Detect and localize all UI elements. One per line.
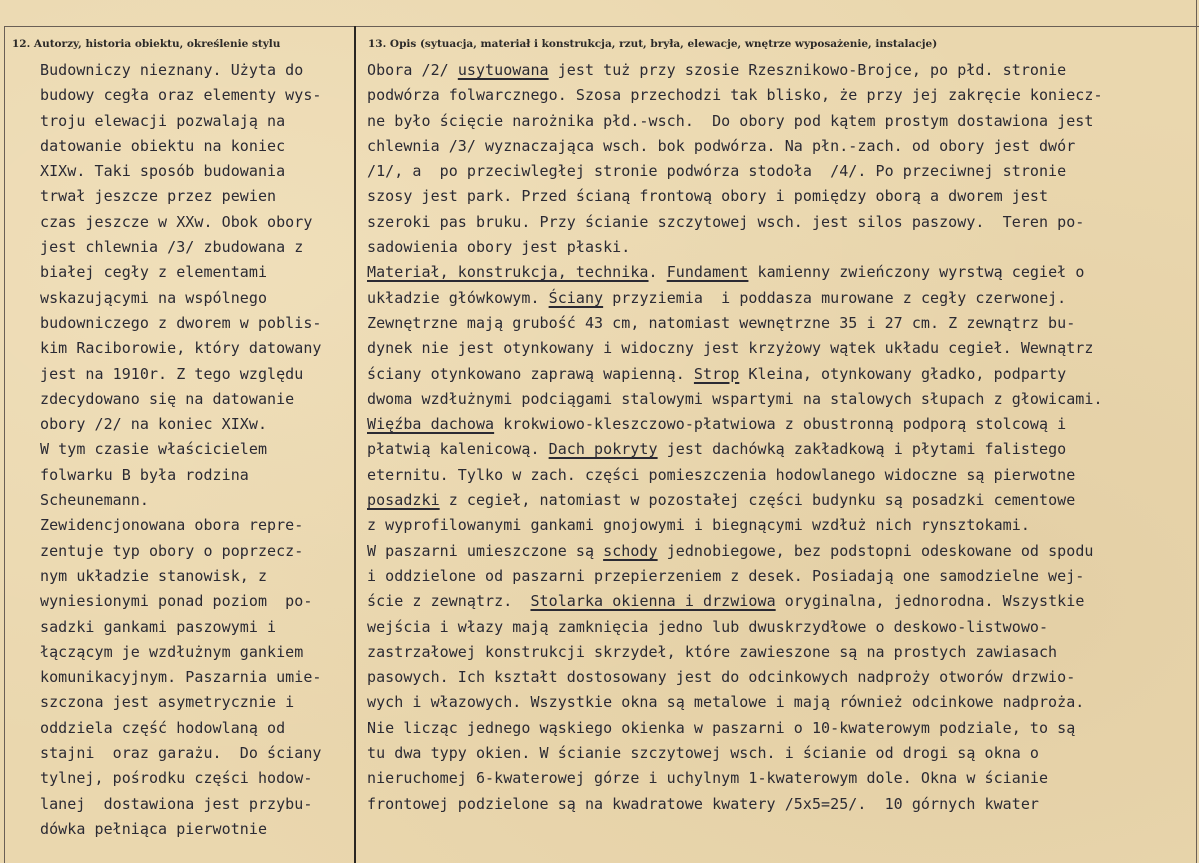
text-segment: układzie główkowym.: [367, 288, 549, 307]
text-line: [367, 387, 1197, 412]
text-line: łączącym je wzdłużnym gankiem: [40, 642, 304, 661]
field-12-text: [40, 58, 356, 842]
text-segment: kamienny zwieńczony wyrstwą cegieł o: [748, 263, 1085, 282]
text-line: kim Raciborowie, który datowany: [40, 339, 322, 358]
text-segment: eternitu. Tylko w zach. części pomieszczenia hodowlanego widoczne są pierwotne: [367, 465, 1076, 484]
text-segment: /1/, a po przeciwległej stronie podwórza stodoła /4/. Po przeciwnej stronie: [367, 162, 1067, 181]
text-line: wskazującymi na wspólnego: [40, 288, 268, 307]
underlined-heading: Ściany: [548, 288, 604, 307]
text-line: [367, 463, 1197, 488]
text-line: [367, 311, 1197, 336]
field-12-label: 12. Autorzy, historia obiektu, określenie stylu: [12, 38, 281, 50]
text-line: [367, 792, 1197, 817]
text-line: [367, 640, 1197, 665]
text-line: [367, 286, 1197, 311]
text-segment: sadowienia obory jest płaski.: [367, 238, 631, 257]
text-line: [367, 437, 1197, 462]
underlined-heading: Więźba dachowa: [367, 415, 495, 434]
text-segment: zastrzałowej konstrukcji skrzydeł, które zawieszone są na prostych zawiasach: [367, 642, 1058, 661]
text-line: [367, 58, 1197, 83]
text-line: jest na 1910r. Z tego względu: [40, 364, 304, 383]
text-line: [367, 159, 1197, 184]
text-segment: dynek nie jest otynkowany i widoczny jest krzyżowy wątek układu cegieł. Wewnątrz: [367, 339, 1094, 358]
text-segment: podwórza folwarcznego. Szosa przechodzi tak blisko, że przy jej zakręcie koniecz-: [367, 86, 1103, 105]
text-segment: W paszarni umieszczone są: [367, 541, 604, 560]
text-line: [367, 260, 1197, 285]
text-line: Scheunemann.: [40, 491, 149, 510]
text-line: nym układzie stanowisk, z: [40, 566, 268, 585]
underlined-heading: posadzki: [367, 491, 440, 510]
text-segment: z wyprofilowanymi gankami gnojowymi i biegnącymi wzdłuż nich rynsztokami.: [367, 516, 1030, 535]
text-segment: wejścia i włazy mają zamknięcia jedno lub dwuskrzydłowe o deskowo-listwowo-: [367, 617, 1049, 636]
text-line: troju elewacji pozwalają na: [40, 111, 286, 130]
text-segment: ście z zewnątrz.: [367, 592, 531, 611]
text-line: [367, 665, 1197, 690]
text-segment: krokwiowo-kleszczowo-płatwiowa z obustronną podporą stolcową i: [494, 415, 1067, 434]
text-line: [367, 235, 1197, 260]
text-segment: chlewnia /3/ wyznaczająca wsch. bok podwórza. Na płn.-zach. od obory jest dwór: [367, 136, 1076, 155]
text-line: [367, 362, 1197, 387]
text-line: [367, 184, 1197, 209]
text-segment: wych i włazowych. Wszystkie okna są metalowe i mają również odcinkowe nadproża.: [367, 693, 1085, 712]
text-line: [367, 412, 1197, 437]
text-segment: Nie licząc jednego wąskiego okienka w paszarni o 10-kwaterowym podziale, to są: [367, 718, 1076, 737]
underlined-heading: schody: [603, 541, 658, 560]
underlined-heading: Stolarka okienna i drzwiowa: [530, 592, 776, 611]
text-line: białej cegły z elementami: [40, 263, 268, 282]
text-line: wyniesionymi ponad poziom po-: [40, 592, 313, 611]
text-segment: szosy jest park. Przed ścianą frontową obory i pomiędzy oborą a dworem jest: [367, 187, 1049, 206]
text-segment: .: [648, 263, 667, 282]
form-border-left: [4, 26, 5, 863]
underlined-heading: Fundament: [666, 263, 749, 282]
text-line: komunikacyjnym. Paszarnia umie-: [40, 668, 322, 687]
text-line: [367, 513, 1197, 538]
text-line: [367, 336, 1197, 361]
text-line: Budowniczy nieznany. Użyta do: [40, 61, 304, 79]
text-line: [367, 488, 1197, 513]
text-line: zdecydowano się na datowanie: [40, 389, 295, 408]
text-line: stajni oraz garażu. Do ściany: [40, 744, 322, 763]
text-line: [367, 83, 1197, 108]
text-segment: dwoma wzdłużnymi podciągami stalowymi wspartymi na stalowych słupach z głowicami.: [367, 389, 1103, 408]
text-line: oddziela część hodowlaną od: [40, 718, 286, 737]
text-line: [367, 564, 1197, 589]
text-line: budowy cegła oraz elementy wys-: [40, 86, 322, 105]
text-segment: szeroki pas bruku. Przy ścianie szczytowej wsch. jest silos paszowy. Teren po-: [367, 212, 1085, 231]
text-segment: przyziemia i poddasza murowane z cegły czerwonej.: [603, 288, 1067, 307]
underlined-heading: usytuowana: [457, 61, 549, 79]
text-line: szczona jest asymetrycznie i: [40, 693, 295, 712]
text-segment: i oddzielone od paszarni przepierzeniem z desek. Posiadają one samodzielne wej-: [367, 566, 1085, 585]
field-13-text: [367, 58, 1197, 817]
text-line: [367, 615, 1197, 640]
text-segment: pasowych. Ich kształt dostosowany jest do odcinkowych nadproży otworów drzwio-: [367, 668, 1076, 687]
form-border-top-left: [4, 26, 354, 27]
text-segment: jest dachówką zakładkową i płytami falistego: [657, 440, 1067, 459]
text-segment: frontowej podzielone są na kwadratowe kwatery /5x5=25/. 10 górnych kwater: [367, 794, 1039, 813]
text-line: XIXw. Taki sposób budowania: [40, 162, 286, 181]
text-line: sadzki gankami paszowymi i: [40, 617, 277, 636]
text-line: trwał jeszcze przez pewien: [40, 187, 277, 206]
text-line: [367, 589, 1197, 614]
text-line: jest chlewnia /3/ zbudowana z: [40, 238, 304, 257]
text-segment: oryginalna, jednorodna. Wszystkie: [775, 592, 1085, 611]
text-segment: ściany otynkowano zaprawą wapienną.: [367, 364, 694, 383]
text-segment: Kleina, otynkowany gładko, podparty: [739, 364, 1067, 383]
text-segment: płatwią kalenicową.: [367, 440, 549, 459]
text-line: [367, 766, 1197, 791]
text-segment: Zewnętrzne mają grubość 43 cm, natomiast wewnętrzne 35 i 27 cm. Z zewnątrz bu-: [367, 313, 1076, 332]
text-segment: nieruchomej 6-kwaterowej górze i uchylnym 1-kwaterowym dole. Okna w ścianie: [367, 769, 1049, 788]
text-line: [367, 539, 1197, 564]
text-line: datowanie obiektu na koniec: [40, 136, 286, 155]
text-line: tylnej, pośrodku części hodow-: [40, 769, 313, 788]
text-line: budowniczego z dworem w poblis-: [40, 313, 322, 332]
underlined-heading: Dach pokryty: [548, 440, 658, 459]
text-segment: jest tuż przy szosie Rzesznikowo-Brojce, po płd. stronie: [548, 61, 1067, 79]
text-line: [367, 716, 1197, 741]
text-line: [367, 741, 1197, 766]
text-segment: z cegieł, natomiast w pozostałej części budynku są posadzki cementowe: [439, 491, 1076, 510]
text-line: czas jeszcze w XXw. Obok obory: [40, 212, 313, 231]
field-13-label: 13. Opis (sytuacja, materiał i konstrukcja, rzut, bryła, elewacje, wnętrze wyposażenie, instalacje): [368, 38, 938, 50]
text-segment: Obora /2/: [367, 61, 458, 79]
form-border-top-right: [356, 26, 1199, 27]
underlined-heading: Strop: [693, 364, 740, 383]
text-segment: jednobiegowe, bez podstopni odeskowane od spodu: [657, 541, 1094, 560]
text-line: W tym czasie właścicielem: [40, 440, 268, 459]
text-line: [367, 210, 1197, 235]
text-line: lanej dostawiona jest przybu-: [40, 794, 313, 813]
text-line: dówka pełniąca pierwotnie: [40, 819, 268, 838]
text-segment: ne było ścięcie narożnika płd.-wsch. Do obory pod kątem prostym dostawiona jest: [367, 111, 1094, 130]
text-line: folwarku B była rodzina: [40, 465, 249, 484]
text-line: [367, 134, 1197, 159]
text-line: [367, 690, 1197, 715]
underlined-heading: Materiał, konstrukcja, technika: [367, 263, 649, 282]
text-segment: tu dwa typy okien. W ścianie szczytowej wsch. i ścianie od drogi są okna o: [367, 744, 1039, 763]
text-line: Zewidencjonowana obora repre-: [40, 516, 304, 535]
text-line: obory /2/ na koniec XIXw.: [40, 415, 268, 434]
text-line: [367, 109, 1197, 134]
text-line: zentuje typ obory o poprzecz-: [40, 541, 304, 560]
